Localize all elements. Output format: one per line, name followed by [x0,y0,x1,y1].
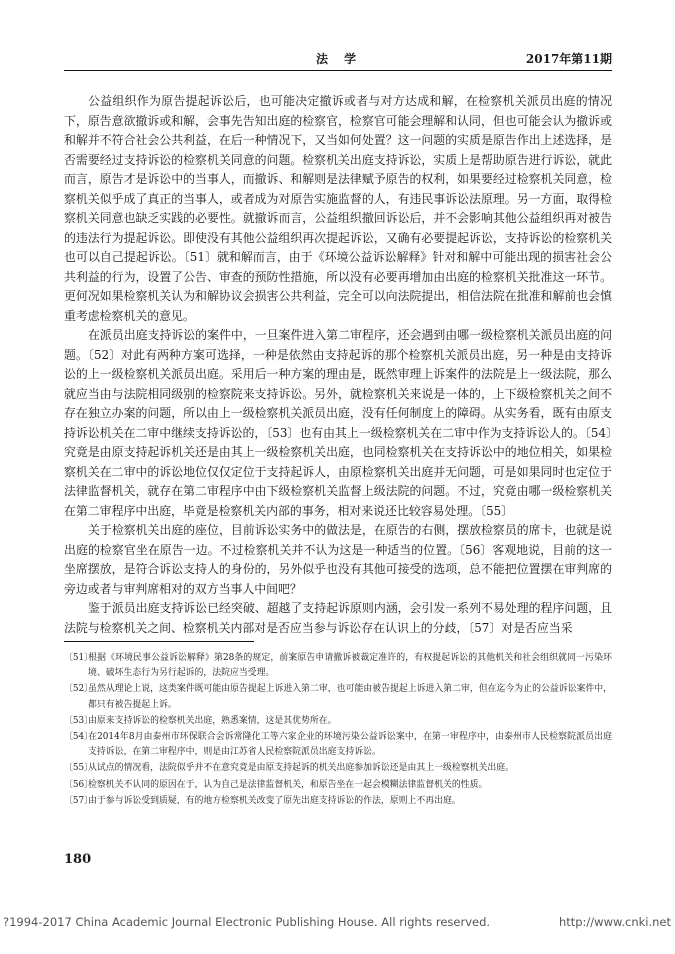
footer-url: http://www.cnki.net [558,915,671,929]
footnote-text: 由原来支持诉讼的检察机关出庭，熟悉案情，这是其优势所在。 [88,715,337,726]
running-header [64,50,612,68]
header-rule [64,70,612,71]
footnote [64,651,612,681]
footnote-text: 由于参与诉讼受到质疑，有的地方检察机关改变了原先出庭支持诉讼的作法，原则上不再出庭。 [88,795,461,806]
footnote [64,730,612,760]
footnote [64,794,612,809]
footnote-number: 〔54〕 [64,732,94,743]
footnote-text: 从试点的情况看，法院似乎并不在意究竟是由原支持起诉的机关出庭参加诉讼还是由其上一级检察机关出庭。 [88,763,514,774]
footnote [64,714,612,729]
main-text [64,92,612,638]
footnote-number: 〔52〕 [64,684,94,695]
paragraph: 关于检察机关出庭的座位，目前诉讼实务中的做法是，在原告的右侧，摆放检察员的席卡，也就是说出庭的检察官坐在原告一边。不过检察机关并不认为这是一种适当的位置。〔56〕客观地说，目前的这一坐席摆放，是符合诉讼支持人的身份的，另外似乎也没有其他可接受的选项，总不能把位置摆在审判席的旁边或者与审判席相对的双方当事人中间吧？ [64,523,612,596]
issue-label: 2017年第11期 [525,52,612,66]
footnote [64,778,612,793]
copyright-notice: ?1994-2017 China Academic Journal Electronic Publishing House. All rights reserved. [3,915,491,929]
journal-name: 法 学 [316,52,363,66]
footnote-text: 根据《环境民事公益诉讼解释》第28条的规定，前案原告申请撤诉被裁定准许的，有权提起诉讼的其他机关和社会组织就同一污染环境、破坏生态行为另行起诉的，法院应当受理。 [88,653,612,679]
footnote [64,761,612,776]
footnote [64,682,612,712]
paragraph: 公益组织作为原告提起诉讼后，也可能决定撤诉或者与对方达成和解，在检察机关派员出庭的情况下，原告意欲撤诉或和解，会事先告知出庭的检察官，检察官可能会理解和认同，但也可能会认为撤诉或和解并不符合社会公共利益，在后一种情况下，又当如何处置？这一问题的实质是原告作出上述选择，是否需要经过支持诉讼的检察机关同意的问题。检察机关出庭支持诉讼，实质上是帮助原告进行诉讼，就此而言，原告才是诉讼中的当事人，而撤诉、和解则是法律赋予原告的权利，如果要经过检察机关同意，检察机关似乎成了真正的当事人，或者成为对原告实施监督的人，有违民事诉讼法原理。另一方面，取得检察机关同意也缺乏实践的必要性。就撤诉而言，公益组织撤回诉讼后，并不会影响其他公益组织再对被告的违法行为提起诉讼。即使没有其他公益组织再次提起诉讼，又确有必要提起诉讼，支持诉讼的检察机关也可以自己提起诉讼。〔51〕就和解而言，由于《环境公益诉讼解释》针对和解中可能出现的损害社会公共利益的行为，设置了公告、审查的预防性措施，所以没有必要再增加由出庭的检察机关批准这一环节。更何况如果检察机关认为和解协议会损害公共利益，完全可以向法院提出，相信法院在批准和解前也会慎重考虑检察机关的意见。 [64,94,612,323]
footnote-number: 〔57〕 [64,795,94,806]
footnote-number: 〔56〕 [64,779,94,790]
footnote-text: 检察机关不认同的原因在于，认为自己是法律监督机关，和原告坐在一起会模糊法律监督机关的性质。 [88,779,488,790]
paragraph: 在派员出庭支持诉讼的案件中，一旦案件进入第二审程序，还会遇到由哪一级检察机关派员出庭的问题。〔52〕对此有两种方案可选择，一种是依然由支持起诉的那个检察机关派员出庭，另一种是由支持诉讼的上一级检察机关派员出庭。采用后一种方案的理由是，既然审理上诉案件的法院是上一级法院，那么就应当由与法院相同级别的检察院来支持诉讼。另外，就检察机关来说是一体的，上下级检察机关之间不存在独立办案的问题，所以由上一级检察机关派员出庭，没有任何制度上的障碍。从实务看，既有由原支持诉讼机关在二审中继续支持诉讼的，〔53〕也有由其上一级检察机关在二审中作为支持诉讼人的。〔54〕究竟是由原支持起诉机关还是由其上一级检察机关出庭，也同检察机关在支持诉讼中的地位相关，如果检察机关在二审中的诉讼地位仅仅定位于支持起诉人，由原检察机关出庭并无问题，可是如果同时也定位于法律监督机关，就存在第二审程序中由下级检察机关监督上级法院的问题。不过，究竟由哪一级检察机关在第二审程序中出庭，毕竟是检察机关内部的事务，相对来说还比较容易处理。〔55〕 [64,328,612,518]
footnote-number: 〔55〕 [64,763,94,774]
page-number: 180 [64,852,92,867]
footnotes [64,651,612,810]
footnote-number: 〔51〕 [64,653,94,663]
footnote-number: 〔53〕 [64,715,94,726]
footnote-text: 虽然从理论上说，这类案件既可能由原告提起上诉进入第二审，也可能由被告提起上诉进入第二审，但在迄今为止的公益诉讼案件中，都只有被告提起上诉。 [88,684,612,710]
footnote-text: 在2014年8月由泰州市环保联合会诉常隆化工等六家企业的环境污染公益诉讼案中，在第一审程序中，由泰州市人民检察院派员出庭支持诉讼，在第二审程序中，则是由江苏省人民检察院派员出庭支持诉讼。 [88,732,612,758]
footnote-rule [64,641,254,642]
paragraph: 鉴于派员出庭支持诉讼已经突破、超越了支持起诉原则内涵，会引发一系列不易处理的程序问题，且法院与检察机关之间、检察机关内部对是否应当参与诉讼存在认识上的分歧，〔57〕对是否应当采 [64,601,612,635]
